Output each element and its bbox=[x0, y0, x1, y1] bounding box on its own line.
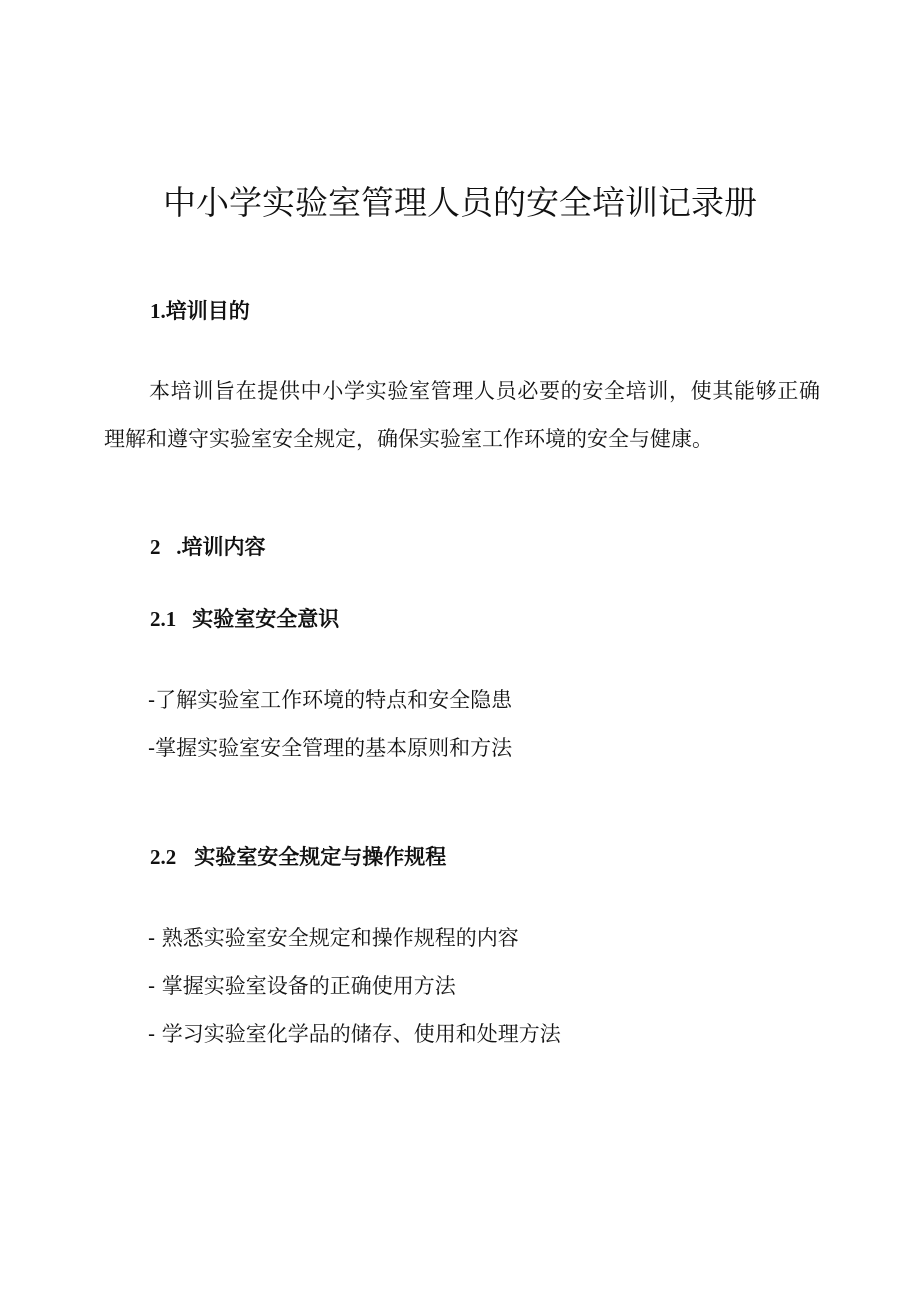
subsection-2-1-number: 2.1 bbox=[150, 607, 177, 631]
list-item: - 掌握实验室设备的正确使用方法 bbox=[148, 974, 456, 998]
list-item: - 熟悉实验室安全规定和操作规程的内容 bbox=[148, 926, 519, 950]
section-1-paragraph: 本培训旨在提供中小学实验室管理人员必要的安全培训，使其能够正确理解和遵守实验室安全规定，确保实验室工作环境的安全与健康。 bbox=[104, 379, 820, 451]
subsection-2-2-number: 2.2 bbox=[150, 845, 177, 869]
list-item: -掌握实验室安全管理的基本原则和方法 bbox=[148, 736, 513, 760]
subsection-2-2-heading bbox=[150, 842, 446, 872]
subsection-2-1-title: 实验室安全意识 bbox=[192, 607, 340, 631]
document-title: 中小学实验室管理人员的安全培训记录册 bbox=[163, 183, 757, 222]
list-item: -了解实验室工作环境的特点和安全隐患 bbox=[148, 688, 513, 712]
section-2-number: 2 . bbox=[150, 535, 182, 559]
subsection-2-2-title: 实验室安全规定与操作规程 bbox=[194, 845, 447, 869]
subsection-2-1-heading bbox=[150, 604, 339, 634]
list-item: - 学习实验室化学品的储存、使用和处理方法 bbox=[148, 1022, 561, 1046]
section-1-title: 培训目的 bbox=[165, 299, 250, 323]
section-1-heading bbox=[150, 296, 250, 326]
section-1-number: 1. bbox=[150, 299, 166, 323]
section-2-heading bbox=[150, 532, 266, 562]
section-2-title: 培训内容 bbox=[181, 535, 266, 559]
